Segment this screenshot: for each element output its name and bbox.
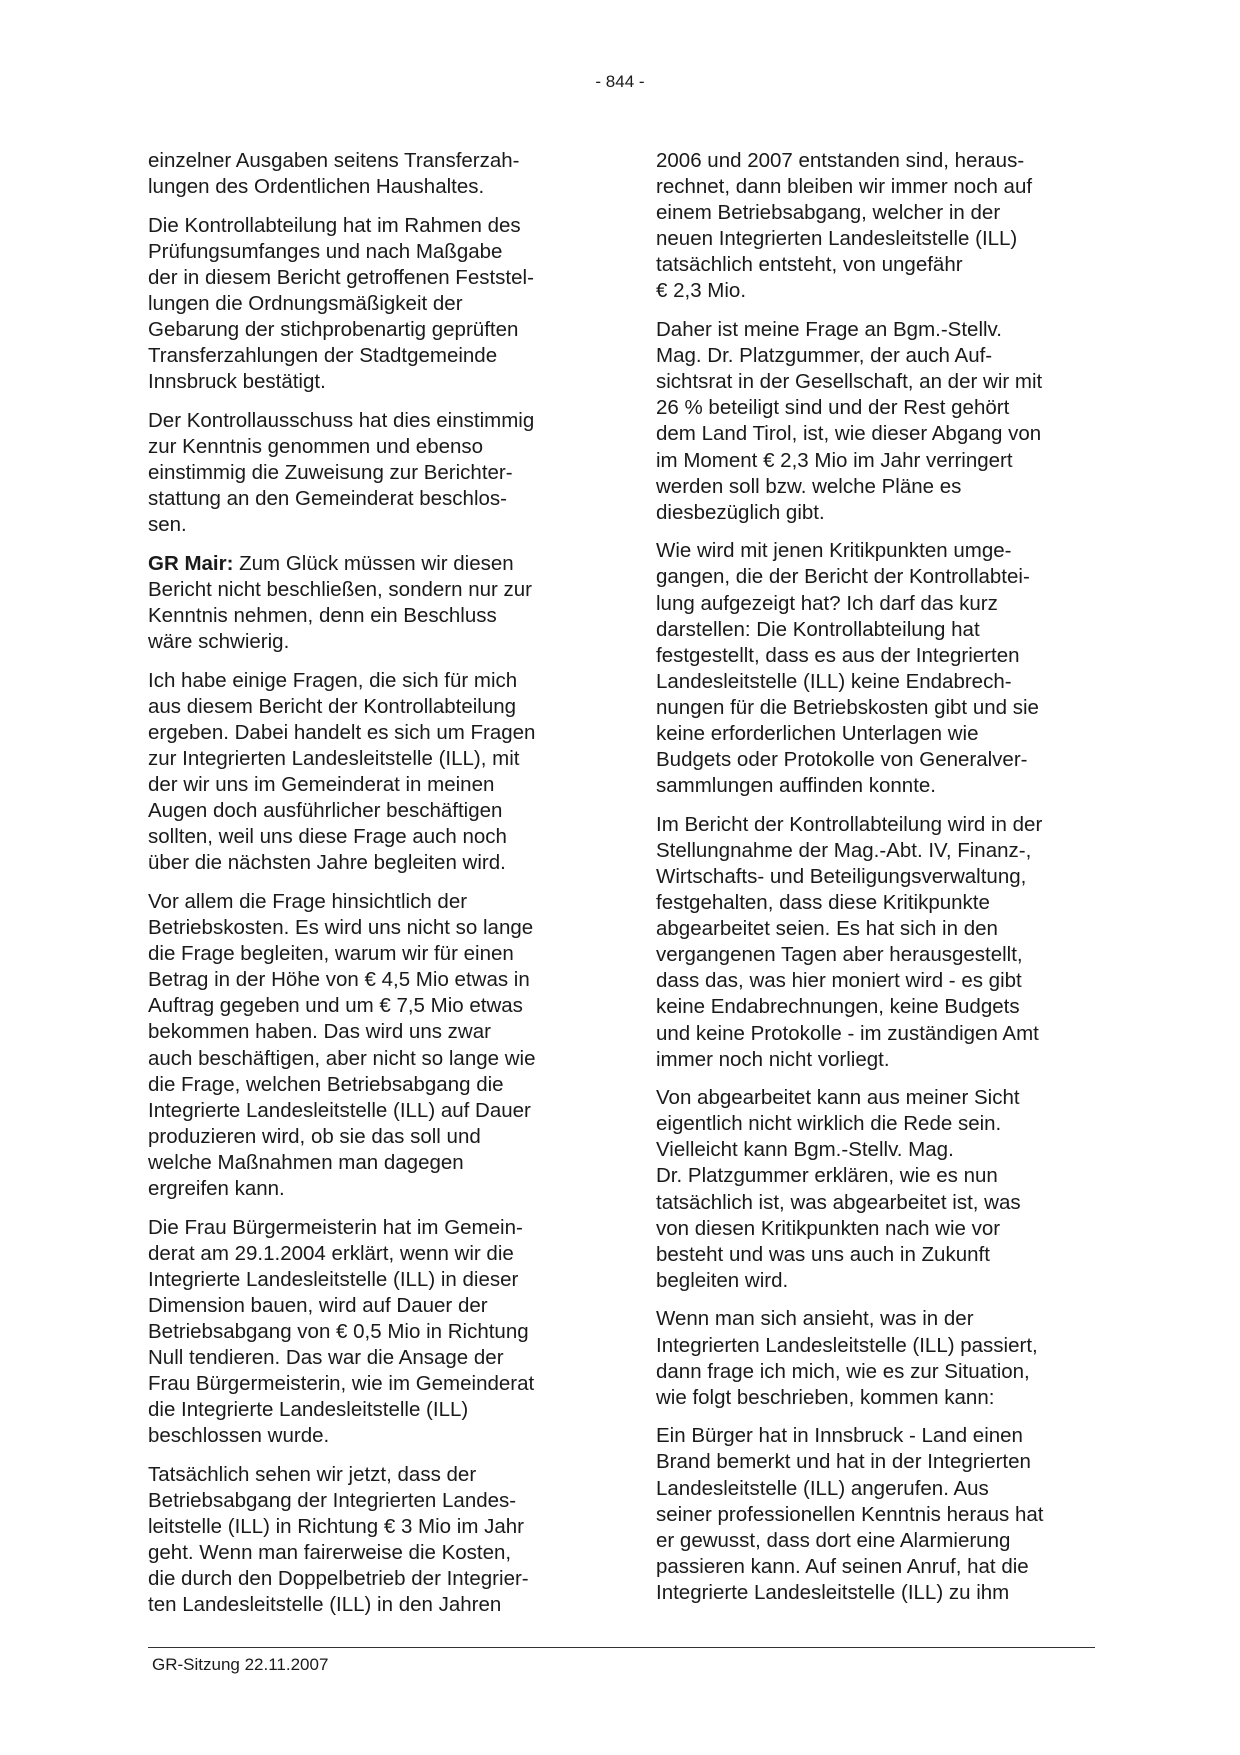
text-line: Budgets oder Protokolle von Generalver- bbox=[656, 748, 1028, 772]
paragraph bbox=[656, 148, 1104, 305]
text-line: Gebarung der stichprobenartig geprüften bbox=[148, 318, 519, 342]
text-line: auch beschäftigen, aber nicht so lange wie bbox=[148, 1046, 536, 1070]
text-line: Die Frau Bürgermeisterin hat im Gemein- bbox=[148, 1215, 523, 1239]
text-line: zur Integrierten Landesleitstelle (ILL), mit bbox=[148, 746, 520, 770]
speaker-name: GR Mair: bbox=[148, 551, 234, 575]
text-line: tatsächlich ist, was abgearbeitet ist, was bbox=[656, 1190, 1021, 1214]
text-line: die Frage, welchen Betriebsabgang die bbox=[148, 1072, 504, 1096]
paragraph bbox=[148, 668, 596, 877]
text-line: begleiten wird. bbox=[656, 1268, 789, 1292]
paragraph bbox=[656, 538, 1104, 799]
text-line: Vor allem die Frage hinsichtlich der bbox=[148, 889, 468, 913]
text-line: keine erforderlichen Unterlagen wie bbox=[656, 721, 979, 745]
text-line: wie folgt beschrieben, kommen kann: bbox=[656, 1385, 995, 1409]
text-line: Tatsächlich sehen wir jetzt, dass der bbox=[148, 1462, 477, 1486]
text-line: beschlossen wurde. bbox=[148, 1424, 330, 1448]
text-line: derat am 29.1.2004 erklärt, wenn wir die bbox=[148, 1241, 514, 1265]
text-line: sen. bbox=[148, 513, 187, 537]
text-line: leitstelle (ILL) in Richtung € 3 Mio im Jahr bbox=[148, 1515, 524, 1539]
text-fragment: Zum Glück müssen wir diesen bbox=[233, 551, 514, 575]
text-line: immer noch nicht vorliegt. bbox=[656, 1047, 890, 1071]
text-line: Daher ist meine Frage an Bgm.-Stellv. bbox=[656, 318, 1002, 342]
paragraph bbox=[656, 812, 1104, 1073]
text-line: die Integrierte Landesleitstelle (ILL) bbox=[148, 1398, 469, 1422]
text-line: dem Land Tirol, ist, wie dieser Abgang von bbox=[656, 422, 1042, 446]
text-line: Im Bericht der Kontrollabteilung wird in der bbox=[656, 812, 1043, 836]
text-line: 2006 und 2007 entstanden sind, heraus- bbox=[656, 149, 1025, 172]
text-line: aus diesem Bericht der Kontrollabteilung bbox=[148, 694, 517, 718]
text-line: Die Kontrollabteilung hat im Rahmen des bbox=[148, 213, 521, 237]
text-line: 26 % beteiligt sind und der Rest gehört bbox=[656, 396, 1010, 420]
text-line: nungen für die Betriebskosten gibt und sie bbox=[656, 695, 1039, 719]
page-number: - 844 - bbox=[595, 72, 645, 91]
text-line: Transferzahlungen der Stadtgemeinde bbox=[148, 344, 498, 368]
paragraph bbox=[148, 889, 596, 1202]
paragraph bbox=[148, 148, 596, 200]
text-line: im Moment € 2,3 Mio im Jahr verringert bbox=[656, 448, 1013, 472]
paragraph bbox=[148, 551, 596, 655]
text-line: rechnet, dann bleiben wir immer noch auf bbox=[656, 175, 1033, 199]
text-line: ten Landesleitstelle (ILL) in den Jahren bbox=[148, 1593, 502, 1617]
text-line: keine Endabrechnungen, keine Budgets bbox=[656, 995, 1020, 1019]
paragraph bbox=[656, 1085, 1104, 1294]
text-line: Innsbruck bestätigt. bbox=[148, 370, 326, 394]
text-line: sichtsrat in der Gesellschaft, an der wir mit bbox=[656, 370, 1043, 394]
text-line: sollten, weil uns diese Frage auch noch bbox=[148, 825, 507, 849]
text-line: Wirtschafts- und Beteiligungsverwaltung, bbox=[656, 864, 1027, 888]
text-line: passieren kann. Auf seinen Anruf, hat die bbox=[656, 1554, 1029, 1578]
text-line: werden soll bzw. welche Pläne es bbox=[656, 474, 962, 498]
text-line: seiner professionellen Kenntnis heraus hat bbox=[656, 1502, 1044, 1526]
text-line: Landesleitstelle (ILL) angerufen. Aus bbox=[656, 1476, 989, 1500]
text-line: Mag. Dr. Platzgummer, der auch Auf- bbox=[656, 344, 993, 368]
text-line: er gewusst, dass dort eine Alarmierung bbox=[656, 1528, 1011, 1552]
text-line: Brand bemerkt und hat in der Integrierten bbox=[656, 1450, 1031, 1474]
text-line: Bericht nicht beschließen, sondern nur zur bbox=[148, 577, 533, 601]
text-line: Frau Bürgermeisterin, wie im Gemeinderat bbox=[148, 1372, 535, 1396]
paragraph bbox=[656, 317, 1104, 526]
text-line: welche Maßnahmen man dagegen bbox=[148, 1150, 464, 1174]
text-line: Prüfungsumfanges und nach Maßgabe bbox=[148, 239, 503, 263]
text-line: die durch den Doppelbetrieb der Integrier- bbox=[148, 1567, 529, 1591]
text-line: Integrierte Landesleitstelle (ILL) in dieser bbox=[148, 1267, 519, 1291]
text-line: über die nächsten Jahre begleiten wird. bbox=[148, 851, 506, 875]
text-line: Wie wird mit jenen Kritikpunkten umge- bbox=[656, 539, 1012, 563]
left-column bbox=[148, 148, 596, 1631]
text-line: Dimension bauen, wird auf Dauer der bbox=[148, 1293, 488, 1317]
text-line: und keine Protokolle - im zuständigen Amt bbox=[656, 1021, 1039, 1045]
paragraph bbox=[656, 1306, 1104, 1410]
text-line: tatsächlich entsteht, von ungefähr bbox=[656, 253, 963, 277]
text-line: Landesleitstelle (ILL) keine Endabrech- bbox=[656, 669, 1012, 693]
text-line: vergangenen Tagen aber herausgestellt, bbox=[656, 943, 1023, 967]
text-line: Der Kontrollausschuss hat dies einstimmig bbox=[148, 408, 535, 432]
text-line: abgearbeitet seien. Es hat sich in den bbox=[656, 917, 998, 941]
text-line: diesbezüglich gibt. bbox=[656, 500, 825, 524]
text-line: Null tendieren. Das war die Ansage der bbox=[148, 1346, 504, 1370]
text-line: wäre schwierig. bbox=[148, 630, 290, 654]
text-line: besteht und was uns auch in Zukunft bbox=[656, 1242, 990, 1266]
text-line: einem Betriebsabgang, welcher in der bbox=[656, 201, 1001, 225]
text-line: festgehalten, dass diese Kritikpunkte bbox=[656, 891, 990, 915]
text-line: der wir uns im Gemeinderat in meinen bbox=[148, 773, 495, 797]
paragraph bbox=[148, 213, 596, 396]
text-line: Integrierte Landesleitstelle (ILL) zu ihm bbox=[656, 1580, 1010, 1604]
footer-session-date: GR-Sitzung 22.11.2007 bbox=[152, 1655, 329, 1674]
text-line: Stellungnahme der Mag.-Abt. IV, Finanz-, bbox=[656, 838, 1032, 862]
text-line: geht. Wenn man fairerweise die Kosten, bbox=[148, 1541, 512, 1565]
text-line: Betriebsabgang der Integrierten Landes- bbox=[148, 1489, 517, 1512]
text-line: die Frage begleiten, warum wir für einen bbox=[148, 942, 514, 966]
paragraph bbox=[656, 1423, 1104, 1606]
paragraph bbox=[148, 1215, 596, 1450]
text-line: lungen die Ordnungsmäßigkeit der bbox=[148, 291, 463, 315]
text-line: von diesen Kritikpunkten nach wie vor bbox=[656, 1216, 1001, 1240]
text-line: Ich habe einige Fragen, die sich für mich bbox=[148, 668, 518, 692]
text-line: ergeben. Dabei handelt es sich um Fragen bbox=[148, 720, 536, 744]
text-line: dass das, was hier moniert wird - es gibt bbox=[656, 969, 1022, 993]
text-line: Kenntnis nehmen, denn ein Beschluss bbox=[148, 604, 497, 627]
text-line: Betrag in der Höhe von € 4,5 Mio etwas in bbox=[148, 968, 530, 992]
text-line: Integrierte Landesleitstelle (ILL) auf Dauer bbox=[148, 1098, 531, 1122]
text-line: Von abgearbeitet kann aus meiner Sicht bbox=[656, 1086, 1020, 1110]
footer-divider bbox=[148, 1647, 1095, 1648]
text-line: neuen Integrierten Landesleitstelle (ILL) bbox=[656, 227, 1018, 251]
text-line: Integrierten Landesleitstelle (ILL) passiert, bbox=[656, 1333, 1038, 1357]
text-line: Ein Bürger hat in Innsbruck - Land einen bbox=[656, 1424, 1023, 1448]
text-line: Augen doch ausführlicher beschäftigen bbox=[148, 799, 503, 823]
text-line: Auftrag gegeben und um € 7,5 Mio etwas bbox=[148, 994, 523, 1018]
text-line: eigentlich nicht wirklich die Rede sein. bbox=[656, 1112, 1002, 1136]
text-line: lungen des Ordentlichen Haushaltes. bbox=[148, 175, 485, 199]
paragraph bbox=[148, 408, 596, 538]
text-line: Wenn man sich ansieht, was in der bbox=[656, 1307, 974, 1331]
text-line: Betriebsabgang von € 0,5 Mio in Richtung bbox=[148, 1319, 529, 1343]
text-line: ergreifen kann. bbox=[148, 1176, 285, 1200]
text-line: € 2,3 Mio. bbox=[656, 279, 747, 303]
text-line: lung aufgezeigt hat? Ich darf das kurz bbox=[656, 591, 998, 615]
paragraph bbox=[148, 1462, 596, 1619]
text-line: Dr. Platzgummer erklären, wie es nun bbox=[656, 1164, 998, 1188]
text-line: Betriebskosten. Es wird uns nicht so lange bbox=[148, 916, 534, 940]
text-line: sammlungen auffinden konnte. bbox=[656, 774, 936, 798]
text-line: festgestellt, dass es aus der Integrierten bbox=[656, 643, 1020, 667]
text-line: bekommen haben. Das wird uns zwar bbox=[148, 1020, 491, 1044]
text-line: einzelner Ausgaben seitens Transferzah- bbox=[148, 149, 520, 172]
text-line: einstimmig die Zuweisung zur Berichter- bbox=[148, 461, 513, 485]
text-line: zur Kenntnis genommen und ebenso bbox=[148, 434, 484, 458]
text-line: Vielleicht kann Bgm.-Stellv. Mag. bbox=[656, 1138, 954, 1162]
text-line: dann frage ich mich, wie es zur Situation, bbox=[656, 1359, 1030, 1383]
text-line: stattung an den Gemeinderat beschlos- bbox=[148, 487, 507, 511]
text-line: der in diesem Bericht getroffenen Feststel- bbox=[148, 265, 534, 289]
text-line: darstellen: Die Kontrollabteilung hat bbox=[656, 617, 980, 641]
text-line: gangen, die der Bericht der Kontrollabtei- bbox=[656, 565, 1030, 589]
text-line bbox=[148, 551, 596, 577]
right-column bbox=[656, 148, 1104, 1618]
text-line: produzieren wird, ob sie das soll und bbox=[148, 1124, 481, 1148]
